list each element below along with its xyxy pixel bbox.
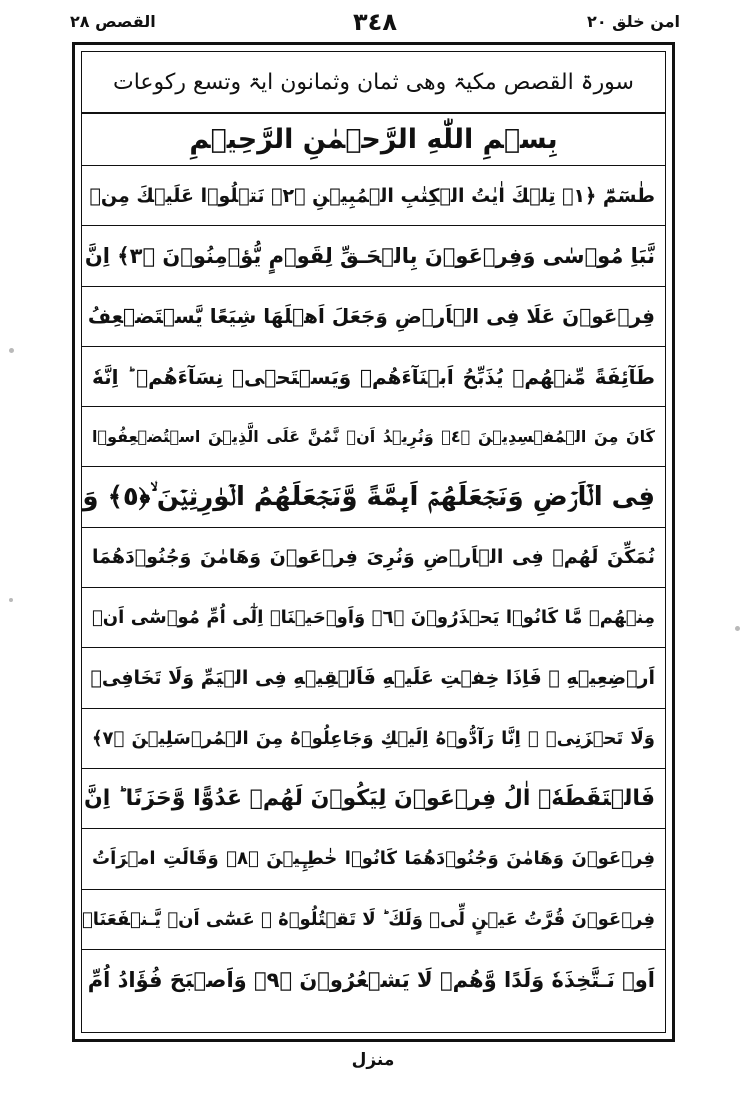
- verse-line-text: كَانَ مِنَ الۡمُفۡسِدِيۡنَ ﴿٤﴾ وَنُرِيۡدُ اَنۡ نَّمُنَّ عَلَى الَّذِيۡنَ اسۡتُضۡعِفُوۡا: [92, 427, 655, 447]
- surah-label: القصص ٢٨: [70, 12, 156, 31]
- verse-line: [82, 407, 665, 467]
- verse-line: [82, 648, 665, 708]
- page-header: [70, 8, 680, 42]
- verse-line-text: فِرۡعَوۡنَ قُرَّتُ عَيۡنٍ لِّىۡ وَلَكَ‌ ؕ لَا تَقۡتُلُوۡهُ ۖ عَسٰٓى اَنۡ يَّـنۡفَعَنَاۤ: [82, 908, 655, 930]
- verse-line: [82, 287, 665, 347]
- surah-title-row: [82, 52, 665, 114]
- verse-line: [82, 468, 665, 528]
- verse-line-text: فِرۡعَوۡنَ وَهَامٰنَ وَجُنُوۡدَهُمَا كَانُوۡا خٰطِـِٕيۡنَ ﴿٨﴾ وَقَالَتِ امۡرَاَتُ: [92, 848, 656, 870]
- verse-line-text: طَآئِفَةً مِّنۡهُمۡ يُذَبِّحُ اَبۡنَآءَهُمۡ وَيَسۡتَحۡىٖ نِسَآءَهُمۡ ؕ اِنَّهٗ: [92, 364, 655, 389]
- bismillah-row: [82, 114, 665, 166]
- verse-line: [82, 588, 665, 648]
- page-frame: [72, 42, 675, 1042]
- juz-label: امن خلق ٢٠: [587, 12, 680, 31]
- verse-line: [82, 528, 665, 588]
- verse-line: [82, 950, 665, 1010]
- verse-line: [82, 166, 665, 226]
- verse-line-text: فَالۡتَقَطَهٗۤ اٰلُ فِرۡعَوۡنَ لِيَكُوۡنَ لَهُمۡ عَدُوًّا وَّحَزَنًا ‌ؕ اِنَّ: [84, 786, 655, 812]
- page-number: ٣٤٨: [353, 8, 397, 36]
- verse-line: [82, 890, 665, 950]
- text-panel: [81, 51, 666, 1033]
- verse-line-text: نُمَكِّنَ لَهُمۡ فِى الۡاَرۡضِ وَنُرِىَ فِرۡعَوۡنَ وَهَامٰنَ وَجُنُوۡدَهُمَا: [92, 546, 655, 569]
- bismillah: بِسۡمِ اللّٰهِ الرَّحۡمٰنِ الرَّحِيۡمِ: [189, 124, 558, 155]
- verse-line-text: فِرۡعَوۡنَ عَلَا فِى الۡاَرۡضِ وَجَعَلَ اَهۡلَهَا شِيَعًا يَّسۡتَضۡعِفُ: [87, 304, 655, 329]
- verse-line-text: نَّبَاِ مُوۡسٰى وَفِرۡعَوۡنَ بِالۡحَـقِّ لِقَوۡمٍ يُّؤۡمِنُوۡنَ ﴿٣﴾ اِنَّ: [84, 243, 655, 268]
- verse-line-text: فِى الۡاَرۡضِ وَنَجۡعَلَهُمۡ اَٮِٕمَّةً وَّنَجۡعَلَهُمُ الۡوٰرِثِيۡنَ ۙ﴿٥﴾ وَ: [82, 481, 655, 512]
- scan-speck: [9, 598, 13, 602]
- verse-line-text: طٰسٓمّٓ ﴿١﴾ تِلۡكَ اٰيٰتُ الۡكِتٰبِ الۡمُبِيۡنِ ﴿٢﴾ نَتۡلُوۡا عَلَيۡكَ مِنۡ: [89, 184, 655, 207]
- verse-line-text: وَلَا تَحۡزَنِىۡ‌ ۚ اِنَّا رَآدُّوۡهُ اِلَيۡكِ وَجَاعِلُوۡهُ مِنَ الۡمُرۡسَلِيۡنَ ﴿٧﴾: [92, 727, 655, 749]
- verse-line: [82, 829, 665, 889]
- scan-speck: [9, 348, 14, 353]
- verse-line-text: مِنۡهُمۡ مَّا كَانُوۡا يَحۡذَرُوۡنَ ﴿٦﴾ وَاَوۡحَيۡنَاۤ اِلٰٓى اُمِّ مُوۡسٰٓى اَنۡ: [92, 607, 655, 629]
- verse-line-text: اَرۡضِعِيۡهِ‌ ۚ فَاِذَا خِفۡتِ عَلَيۡهِ فَاَلۡقِيۡهِ فِى الۡيَمِّ وَلَا تَخَافِىۡ: [90, 667, 655, 690]
- verse-line: [82, 709, 665, 769]
- verse-line: [82, 769, 665, 829]
- verse-line: [82, 226, 665, 286]
- scan-speck: [735, 626, 740, 631]
- verse-line: [82, 347, 665, 407]
- manzil-footer: منزل: [351, 1050, 395, 1070]
- verse-line-text: اَوۡ نَـتَّخِذَهٗ وَلَدًا وَّهُمۡ لَا يَشۡعُرُوۡنَ ﴿٩﴾ وَاَصۡبَحَ فُؤَادُ اُمِّ: [87, 968, 655, 993]
- surah-title: سورۃ القصص مکیۃ وھی ثمان وثمانون ایۃ وتسع رکوعات: [113, 69, 634, 95]
